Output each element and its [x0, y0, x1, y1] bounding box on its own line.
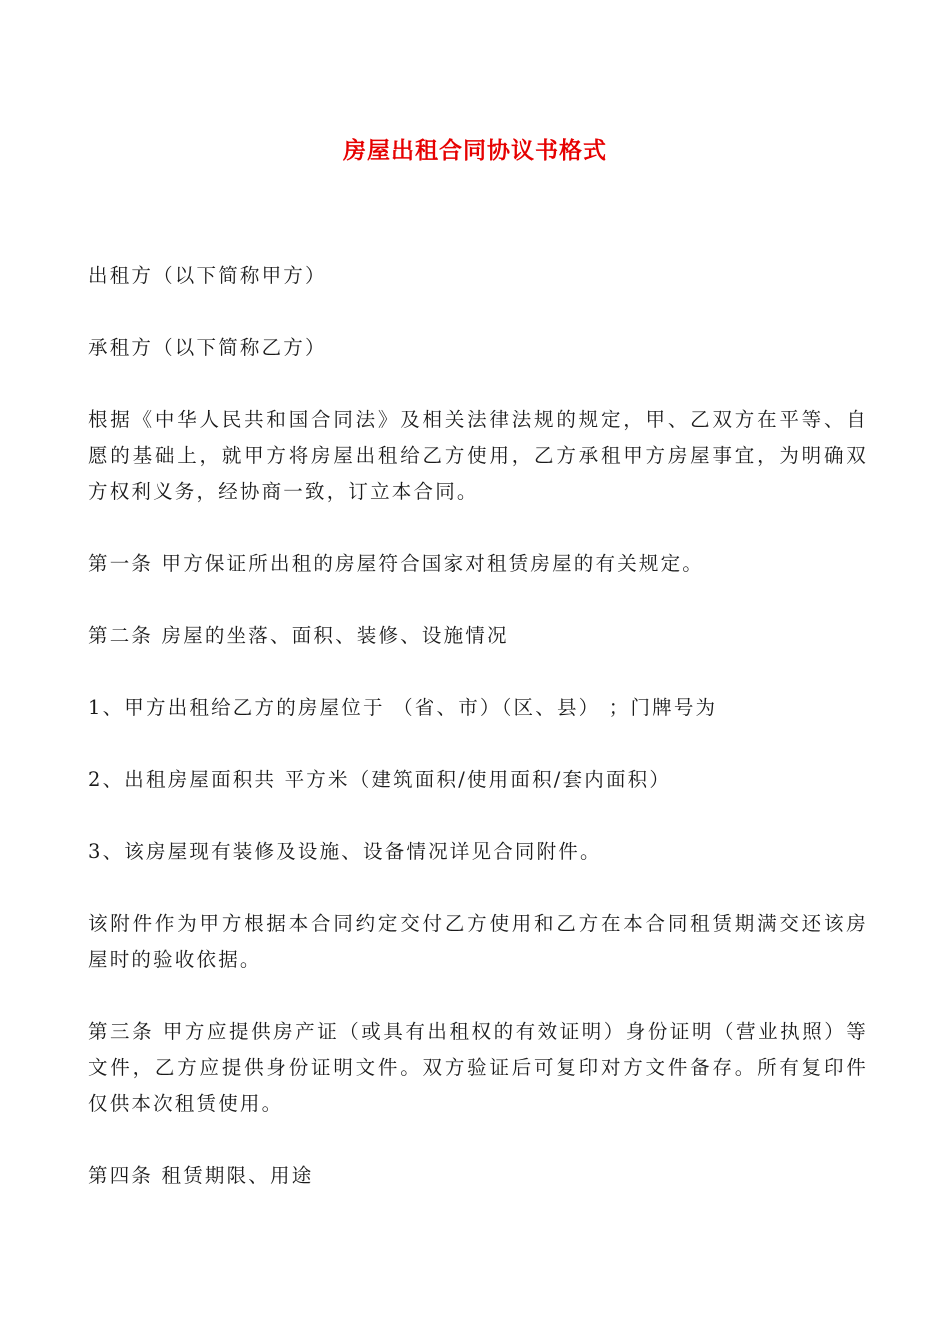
document-body [88, 258, 868, 1230]
paragraph-item-1: 1、甲方出租给乙方的房屋位于 （省、市）（区、县） ；门牌号为 [88, 696, 718, 719]
document-title: 房屋出租合同协议书格式 [343, 138, 607, 164]
paragraph-lessee: 承租方（以下简称乙方） [88, 336, 327, 359]
paragraph-item-3: 3、该房屋现有装修及设施、设备情况详见合同附件。 [88, 840, 602, 863]
paragraph-article-1: 第一条 甲方保证所出租的房屋符合国家对租赁房屋的有关规定。 [88, 552, 704, 575]
paragraph-article-4: 第四条 租赁期限、用途 [88, 1164, 314, 1187]
paragraph-item-2: 2、出租房屋面积共 平方米（建筑面积/使用面积/套内面积） [88, 768, 672, 791]
paragraph-preamble: 根据《中华人民共和国合同法》及相关法律法规的规定，甲、乙双方在平等、自愿的基础上，就甲方将房屋出租给乙方使用，乙方承租甲方房屋事宜，为明确双方权利义务，经协商一致，订立本合同。 [88, 408, 868, 503]
paragraph-article-3: 第三条 甲方应提供房产证（或具有出租权的有效证明）身份证明（营业执照）等文件，乙方应提供身份证明文件。双方验证后可复印对方文件备存。所有复印件仅供本次租赁使用。 [88, 1020, 868, 1115]
paragraph-article-2: 第二条 房屋的坐落、面积、装修、设施情况 [88, 624, 509, 647]
paragraph-lessor: 出租方（以下简称甲方） [88, 264, 327, 287]
paragraph-attachment: 该附件作为甲方根据本合同约定交付乙方使用和乙方在本合同租赁期满交还该房屋时的验收依据。 [88, 912, 868, 971]
